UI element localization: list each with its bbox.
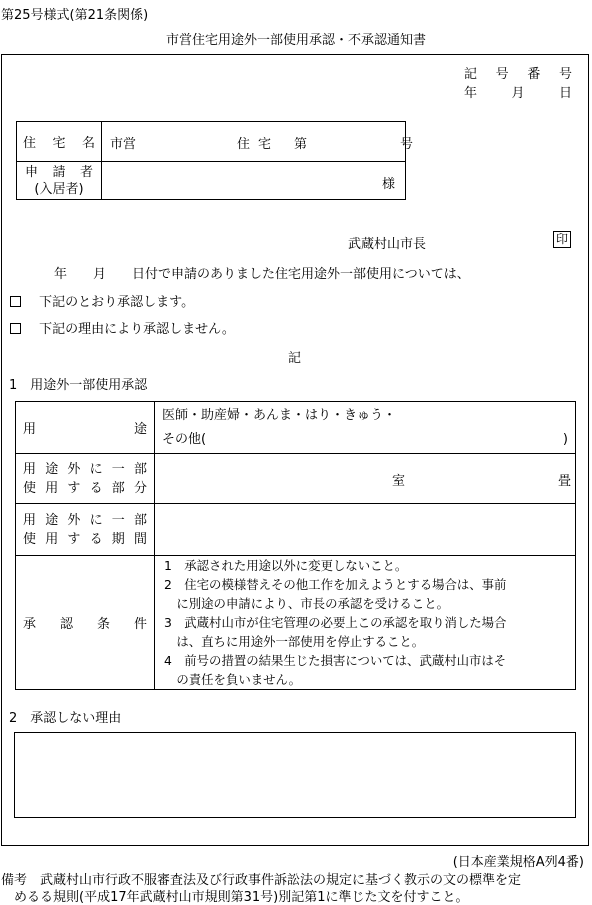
body-line: 年 月 日付で申請のありました住宅用途外一部使用については、 <box>54 267 470 282</box>
form-number: 第25号様式(第21条関係) <box>1 8 149 23</box>
remarks-line-1: 備考 武蔵村山市行政不服審査法及び行政事件訴訟法の規定に基づく教示の文の標準を定 <box>1 873 522 888</box>
date-year: 年 <box>464 86 478 101</box>
ref-ki: 記 <box>464 67 478 82</box>
housing-prefix: 市営 <box>110 137 137 152</box>
condition-line: は、直ちに用途外一部使用を停止すること。 <box>164 634 425 649</box>
seal-mark: 印 <box>553 231 571 248</box>
approve-checkbox[interactable] <box>10 296 21 307</box>
reject-checkbox[interactable] <box>10 323 21 334</box>
resident-label: (入居者) <box>34 181 84 197</box>
remarks-line-2: めるる規則(平成17年武蔵村山市規則第31号)別記第1に準じた文を付すこと。 <box>1 890 469 905</box>
housing-name-label-cell <box>17 122 102 162</box>
condition-line: 2 住宅の模様替えその他工作を加えようとする場合は、事前 <box>164 577 507 592</box>
part-label-cell <box>16 454 155 504</box>
approve-label: 下記のとおり承認します。 <box>39 295 195 310</box>
period-label-cell <box>16 504 155 556</box>
ref-go: 号 <box>495 67 509 82</box>
applicant-label: 申請者 <box>25 164 93 180</box>
conditions-cell <box>155 556 576 690</box>
room-unit: 室 <box>392 474 406 489</box>
ki-heading: 記 <box>288 351 302 366</box>
part-label-2: 使用する部分 <box>23 480 147 496</box>
period-label-1: 用途外に一部 <box>23 512 147 528</box>
applicant-name-cell[interactable] <box>102 162 406 200</box>
section1-title: 1 用途外一部使用承認 <box>9 378 148 393</box>
usage-table <box>15 401 576 690</box>
housing-go: 号 <box>400 137 414 152</box>
housing-name-cell <box>102 122 414 162</box>
date-month: 月 <box>511 86 525 101</box>
period-label-2: 使用する期間 <box>23 531 147 547</box>
ref-number-line <box>464 63 572 82</box>
condition-line: に別途の申請により、市長の承認を受けること。 <box>164 596 449 611</box>
usage-label-cell <box>16 402 155 454</box>
conditions-label: 承認条件 <box>23 617 147 632</box>
part-value-cell[interactable] <box>155 454 576 504</box>
housing-dai: 第 <box>294 137 308 152</box>
applicant-label-cell <box>17 162 102 200</box>
date-day: 日 <box>558 86 572 101</box>
ref-go2: 号 <box>558 67 572 82</box>
condition-line: の責任を負いません。 <box>164 672 302 687</box>
reason-box[interactable] <box>14 732 576 818</box>
sama-suffix: 様 <box>382 177 396 192</box>
usage-other: その他( <box>162 431 207 447</box>
usage-options: 医師・助産婦・あんま・はり・きゅう・ <box>162 407 397 423</box>
housing-name-label: 住宅名 <box>23 136 95 151</box>
option-reject[interactable] <box>10 318 235 337</box>
tatami-unit: 畳 <box>558 474 572 489</box>
housing-suffix: 住宅 <box>237 137 280 152</box>
usage-label: 用途 <box>23 422 147 437</box>
part-label-1: 用途外に一部 <box>23 461 147 477</box>
reject-label: 下記の理由により承認しません。 <box>39 322 235 337</box>
issuer: 武蔵村山市長 <box>348 237 427 252</box>
usage-value-cell[interactable] <box>155 402 576 454</box>
section2-title: 2 承認しない理由 <box>9 711 122 726</box>
condition-line: 4 前号の措置の結果生じた損害については、武蔵村山市はそ <box>164 653 507 668</box>
option-approve[interactable] <box>10 291 194 310</box>
applicant-table <box>16 121 414 200</box>
condition-line: 3 武蔵村山市が住宅管理の必要上この承認を取り消した場合 <box>164 615 507 630</box>
paper-size-note: (日本産業規格A列4番) <box>452 855 584 870</box>
period-value-cell[interactable] <box>155 504 576 556</box>
ref-ban: 番 <box>527 67 541 82</box>
condition-line: 1 承認された用途以外に変更しないこと。 <box>164 558 408 573</box>
page-title: 市営住宅用途外一部使用承認・不承認通知書 <box>165 33 426 48</box>
date-line <box>464 82 572 101</box>
usage-other-close: ) <box>562 431 568 447</box>
conditions-label-cell <box>16 556 155 690</box>
